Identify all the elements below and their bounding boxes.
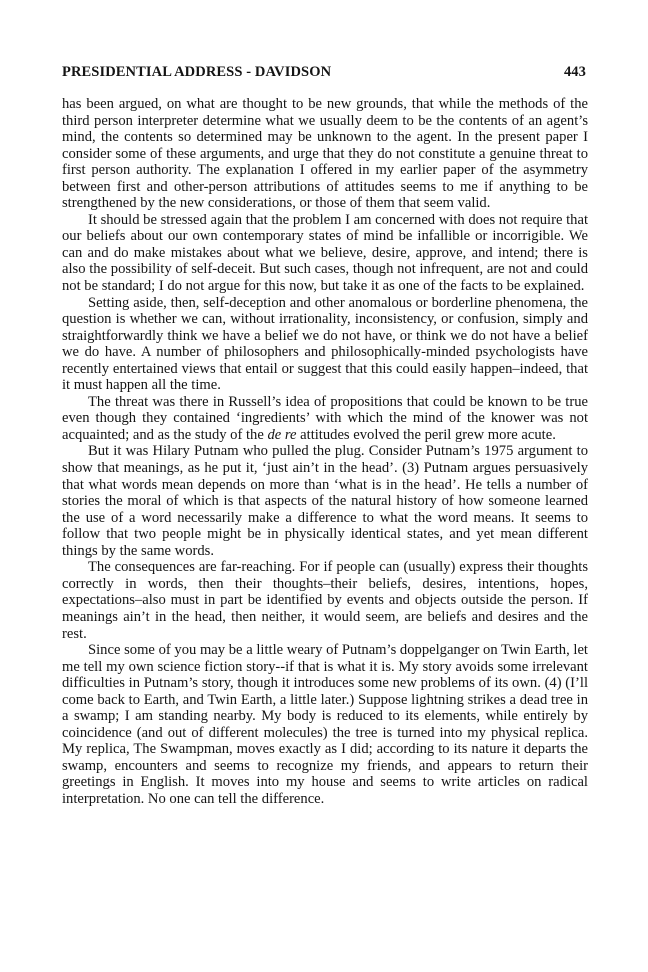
paragraph-4	[62, 394, 588, 444]
body-text	[62, 96, 588, 808]
paragraph-5: But it was Hilary Putnam who pulled the plug. Consider Putnam’s 1975 argument to show that meanings, as he put it, ‘just ain’t in the head’. (3) Putnam argues persuasively that what words mean depends on more than ‘what is in the head’. He tells a number of stories the moral of which is that aspects of the natural history of how someone learned the use of a word necessarily make a difference to what the word means. It seems to follow that two people might be in physically identical states, and yet mean different things by the same words.	[62, 443, 588, 559]
page-number: 443	[563, 64, 586, 80]
paragraph-1: has been argued, on what are thought to be new grounds, that while the methods of the third person interpreter determine what we usually deem to be the contents of an agent’s mind, the contents so determined may be unknown to the agent. In the present paper I consider some of these arguments, and urge that they do not constitute a genuine threat to first person authority. The explanation I offered in my earlier paper of the asymmetry between first and other-person attributions of attitudes seems to me if anything to be strengthened by the new considerations, or those of them that seem valid.	[62, 96, 588, 212]
paragraph-4-text-after: attitudes evolved the peril grew more acute.	[296, 426, 556, 443]
paragraph-2: It should be stressed again that the problem I am concerned with does not require that our beliefs about our own contemporary states of mind be infallible or incorrigible. We can and do make mistakes about what we believe, desire, approve, and intend; there is also the possibility of self-deceit. But such cases, though not infrequent, are not and could not be standard; I do not argue for this now, but take it as one of the facts to be explained.	[62, 211, 588, 295]
paragraph-7: Since some of you may be a little weary of Putnam’s doppelganger on Twin Earth, let me tell my own science fiction story--if that is what it is. My story avoids some irrelevant difficulties in Putnam’s story, though it introduces some new problems of its own. (4) (I’ll come back to Earth, and Twin Earth, a little later.) Suppose lightning strikes a dead tree in a swamp; I am standing nearby. My body is reduced to its elements, while entirely by coincidence (and out of different molecules) the tree is turned into my physical replica. My replica, The Swampman, moves exactly as I did; according to its nature it departs the swamp, encounters and seems to recognize my friends, and appears to return their greetings in English. It moves into my house and seems to write articles on radical interpretation. No one can tell the difference.	[62, 642, 588, 807]
paragraph-6: The consequences are far-reaching. For if people can (usually) express their thoughts correctly in words, then their thoughts–their beliefs, desires, intentions, hopes, expectations–also must in part be identified by events and objects outside the person. If meanings ain’t in the head, then neither, it would seem, are beliefs and desires and the rest.	[62, 559, 588, 642]
paragraph-4-text-before: The threat was there in Russell’s idea of propositions that could be known to be true even though they contained ‘ingredients’ with which the mind of the knower was not acquainted; and as the study of the	[62, 393, 588, 443]
running-head	[62, 64, 586, 84]
de-re-emphasis: de re	[267, 426, 297, 443]
paragraph-3: Setting aside, then, self-deception and other anomalous or borderline phenomena, the question is whether we can, without irrationality, inconsistency, or confusion, simply and straightforwardly think we have a belief we do not have, or think we do not have a belief we do have. A number of philosophers and philosophically-minded psychologists have recently entertained views that entail or suggest that this could easily happen–indeed, that it must happen all the time.	[62, 294, 588, 394]
running-title: PRESIDENTIAL ADDRESS - DAVIDSON	[62, 64, 332, 80]
